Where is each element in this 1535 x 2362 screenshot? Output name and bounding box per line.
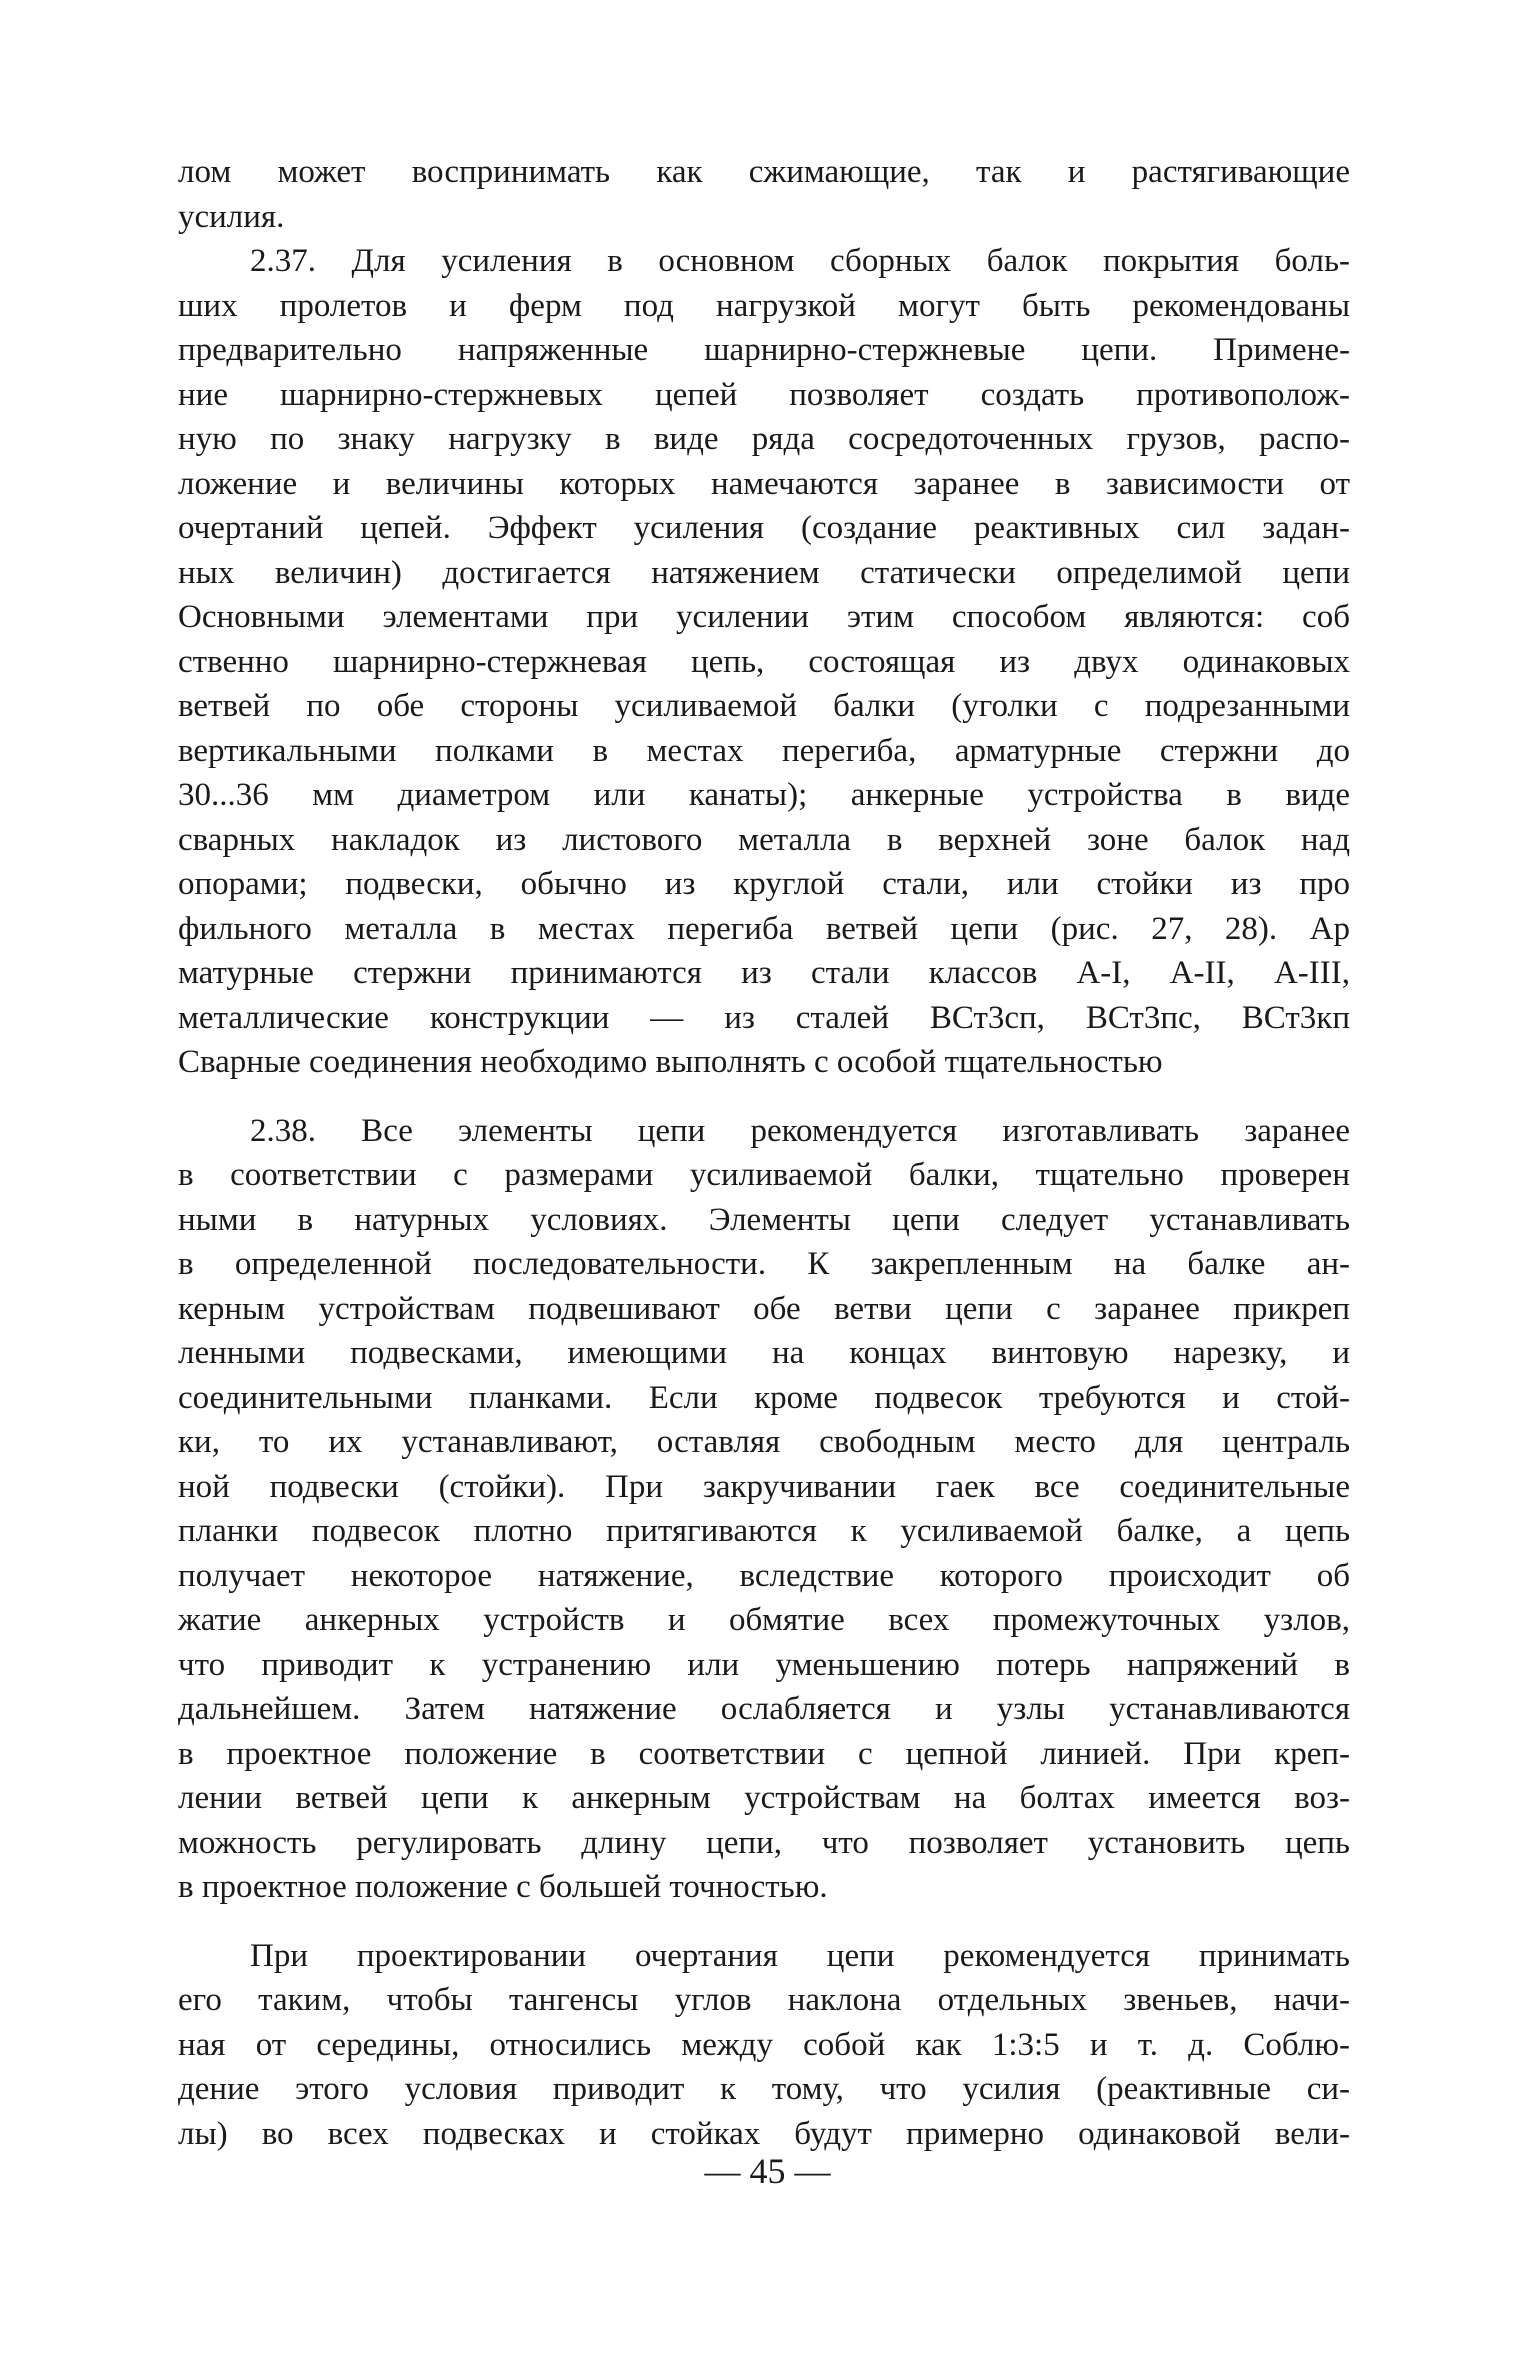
paragraph <box>178 239 1350 1085</box>
text-line: планки подвесок плотно притягиваются к усиливаемой балке, а цепь <box>178 1513 1350 1549</box>
body-text <box>178 150 1350 2156</box>
text-line: фильного металла в местах перегиба ветвей цепи (рис. 27, 28). Ар <box>178 910 1350 947</box>
text-line: усилия. <box>178 198 285 235</box>
text-line: ных величин) достигается натяжением статически определимой цепи <box>178 554 1350 591</box>
text-line: в проектное положение с большей точностью. <box>178 1869 828 1905</box>
text-line: в соответствии с размерами усиливаемой балки, тщательно проверен <box>178 1157 1350 1193</box>
text-line: Основными элементами при усилении этим способом являются: соб <box>178 599 1350 635</box>
text-line: Сварные соединения необходимо выполнять с особой тщательностью <box>178 1044 1163 1080</box>
page-number: — 45 — <box>704 2151 831 2191</box>
text-line: ную по знаку нагрузку в виде ряда сосредоточенных грузов, распо- <box>178 421 1350 457</box>
text-line: можность регулировать длину цепи, что позволяет установить цепь <box>178 1824 1350 1861</box>
text-line: получает некоторое натяжение, вследствие которого происходит об <box>178 1557 1350 1594</box>
text-line: дальнейшем. Затем натяжение ослабляется и узлы устанавливаются <box>178 1691 1350 1727</box>
paragraph-gap <box>178 1910 1350 1934</box>
paragraph <box>178 1934 1350 2157</box>
text-line: 2.37. Для усиления в основном сборных балок покрытия боль- <box>250 243 1350 279</box>
paragraph-gap <box>178 1085 1350 1109</box>
text-line: лом может воспринимать как сжимающие, так и растягивающие <box>178 154 1350 190</box>
text-line: матурные стержни принимаются из стали классов А-I, А-II, А-III, <box>178 955 1350 991</box>
text-line: очертаний цепей. Эффект усиления (создание реактивных сил задан- <box>178 510 1350 546</box>
text-line: в проектное положение в соответствии с цепной линией. При креп- <box>178 1735 1350 1772</box>
text-line: жатие анкерных устройств и обмятие всех промежуточных узлов, <box>178 1602 1350 1638</box>
text-line: 30...36 мм диаметром или канаты); анкерные устройства в виде <box>178 777 1350 813</box>
text-line: При проектировании очертания цепи рекомендуется принимать <box>250 1937 1350 1974</box>
text-line: ших пролетов и ферм под нагрузкой могут быть рекомендованы <box>178 287 1350 324</box>
text-line: ветвей по обе стороны усиливаемой балки (уголки с подрезанными <box>178 688 1350 724</box>
text-line: соединительными планками. Если кроме подвесок требуются и стой- <box>178 1379 1350 1416</box>
text-line: дение этого условия приводит к тому, что усилия (реактивные си- <box>178 2071 1350 2107</box>
text-line: ная от середины, относились между собой как 1:3:5 и т. д. Соблю- <box>178 2026 1350 2063</box>
text-line: вертикальными полками в местах перегиба, арматурные стержни до <box>178 732 1350 769</box>
text-line: керным устройствам подвешивают обе ветви цепи с заранее прикреп <box>178 1290 1350 1327</box>
text-line: его таким, чтобы тангенсы углов наклона отдельных звеньев, начи- <box>178 1982 1350 2018</box>
text-line: сварных накладок из листового металла в верхней зоне балок над <box>178 821 1350 858</box>
paragraph <box>178 1109 1350 1910</box>
paragraph <box>178 150 1350 239</box>
text-line: 2.38. Все элементы цепи рекомендуется изготавливать заранее <box>250 1112 1350 1149</box>
text-line: ственно шарнирно-стержневая цепь, состоящая из двух одинаковых <box>178 643 1350 680</box>
text-line: ной подвески (стойки). При закручивании гаек все соединительные <box>178 1468 1350 1505</box>
text-line: лении ветвей цепи к анкерным устройствам на болтах имеется воз- <box>178 1780 1350 1816</box>
text-line: лы) во всех подвесках и стойках будут примерно одинаковой вели- <box>178 2115 1350 2152</box>
text-line: ложение и величины которых намечаются заранее в зависимости от <box>178 465 1350 502</box>
text-line: предварительно напряженные шарнирно-стержневые цепи. Примене- <box>178 332 1350 368</box>
text-line: ние шарнирно-стержневых цепей позволяет создать противополож- <box>178 376 1350 413</box>
text-line: ными в натурных условиях. Элементы цепи следует устанавливать <box>178 1201 1350 1238</box>
text-line: в определенной последовательности. К закрепленным на балке ан- <box>178 1246 1350 1282</box>
text-line: металлические конструкции — из сталей ВСт3сп, ВСт3пс, ВСт3кп <box>178 999 1350 1036</box>
text-line: ленными подвесками, имеющими на концах винтовую нарезку, и <box>178 1335 1350 1371</box>
text-line: опорами; подвески, обычно из круглой стали, или стойки из про <box>178 866 1350 902</box>
text-line: ки, то их устанавливают, оставляя свободным место для централь <box>178 1424 1350 1460</box>
text-line: что приводит к устранению или уменьшению потерь напряжений в <box>178 1646 1350 1683</box>
